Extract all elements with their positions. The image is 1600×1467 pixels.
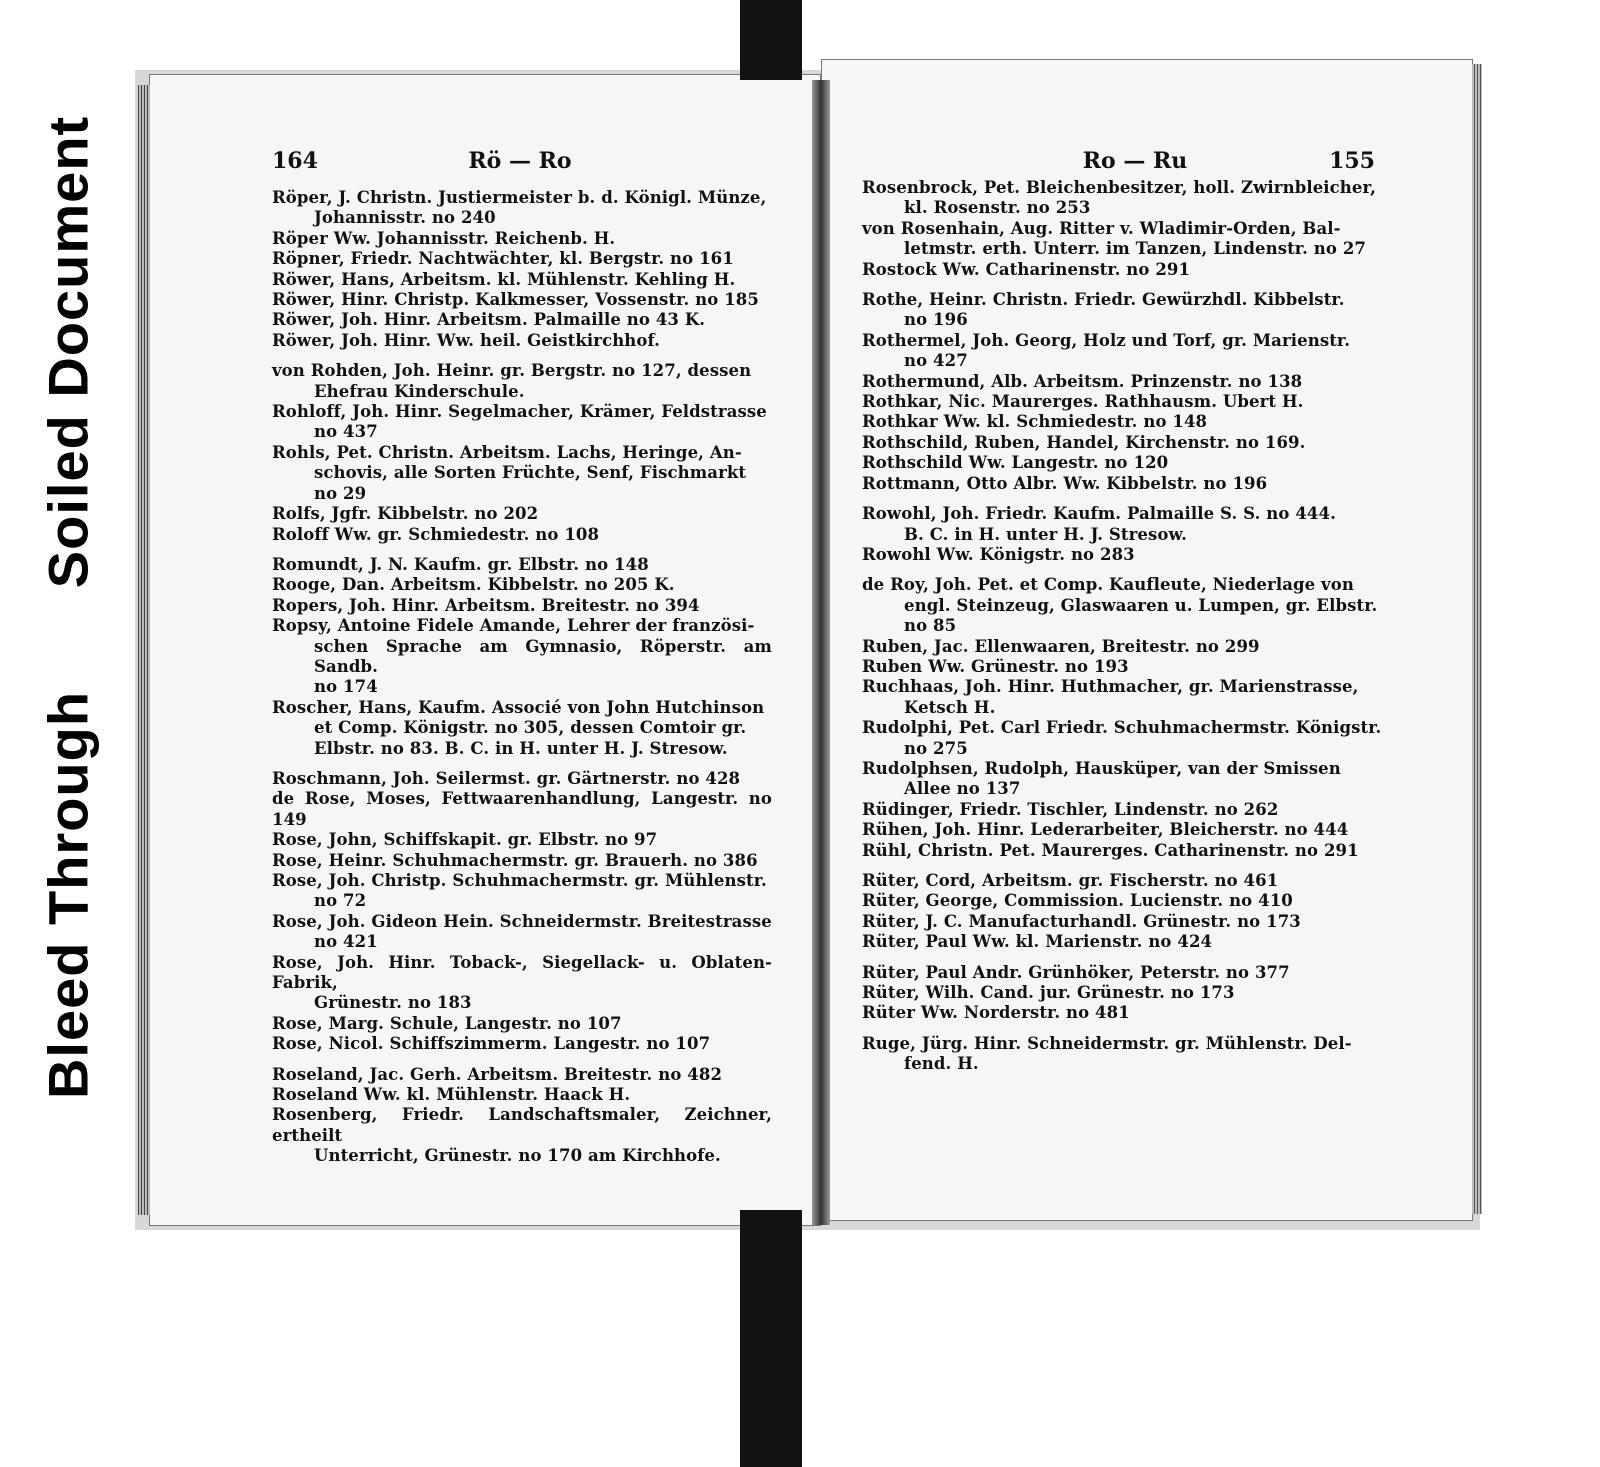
entry-line: von Rohden, Joh. Heinr. gr. Bergstr. no 127, dessen [272, 361, 752, 381]
entry-continuation: no 72 [314, 891, 367, 911]
entry-line: Rose, Heinr. Schuhmachermstr. gr. Brauerh. no 386 [272, 850, 758, 870]
directory-entry [272, 331, 772, 351]
directory-entry [862, 575, 1382, 636]
directory-entry [272, 851, 772, 871]
entry-line: Rüter, Wilh. Cand. jur. Grünestr. no 173 [862, 983, 1235, 1003]
entry-line: Ruben Ww. Grünestr. no 193 [862, 656, 1129, 676]
entry-line: Rothermund, Alb. Arbeitsm. Prinzenstr. no 138 [862, 371, 1303, 391]
entry-line: Rüter, Cord, Arbeitsm. gr. Fischerstr. no 461 [862, 871, 1279, 890]
directory-entry [272, 525, 772, 545]
entry-continuation: no 427 [904, 351, 968, 371]
directory-entry [272, 769, 772, 789]
book-gutter [812, 80, 830, 1225]
entry-line: Rosenbrock, Pet. Bleichenbesitzer, holl. Zwirnbleicher, [862, 178, 1376, 197]
soiled-document-text: Soiled Document [36, 115, 100, 589]
left-page-number: 164 [272, 148, 318, 174]
directory-entry [272, 1014, 772, 1034]
entry-line: Rooge, Dan. Arbeitsm. Kibbelstr. no 205 K. [272, 575, 675, 595]
entry-continuation: B. C. in H. unter H. J. Stresow. [904, 524, 1188, 544]
directory-entry [862, 545, 1382, 565]
directory-entry [862, 372, 1382, 392]
entry-line: Rothkar, Nic. Maurerges. Rathhausm. Ubert H. [862, 392, 1304, 412]
entry-line: Rudolphsen, Rudolph, Hausküper, van der Smissen [862, 758, 1341, 778]
directory-entry [272, 871, 772, 912]
directory-entry [862, 392, 1382, 412]
entry-line: Rose, Joh. Christp. Schuhmachermstr. gr. Mühlenstr. [272, 871, 767, 890]
left-running-head: Rö — Ro [468, 148, 572, 174]
right-page-entries [862, 178, 1382, 1075]
directory-entry [272, 310, 772, 330]
entry-line: Romundt, J. N. Kaufm. gr. Elbstr. no 148 [272, 554, 649, 574]
right-page-number: 155 [1329, 148, 1375, 174]
directory-entry [272, 1065, 772, 1085]
entry-line: Roloff Ww. gr. Schmiedestr. no 108 [272, 524, 600, 544]
directory-entry [272, 1034, 772, 1054]
entry-line: Röper, J. Christn. Justiermeister b. d. Königl. Münze, [272, 188, 767, 207]
entry-line: Rothermel, Joh. Georg, Holz und Torf, gr. Marienstr. [862, 330, 1351, 350]
directory-entry [862, 260, 1382, 280]
entry-line: Rüter, Paul Andr. Grünhöker, Peterstr. no 377 [862, 962, 1290, 982]
directory-entry [862, 841, 1382, 861]
directory-entry [862, 963, 1382, 983]
directory-entry [862, 290, 1382, 331]
entry-line: Rosenberg, Friedr. Landschaftsmaler, Zeichner, ertheilt [272, 1105, 772, 1145]
entry-continuation: schen Sprache am Gymnasio, Röperstr. am Sandb. [314, 636, 772, 676]
entry-line: Rothschild Ww. Langestr. no 120 [862, 453, 1169, 473]
directory-entry [862, 820, 1382, 840]
entry-line: Röwer, Joh. Hinr. Arbeitsm. Palmaille no 43 K. [272, 310, 706, 330]
entry-continuation: no 85 [904, 616, 957, 636]
entry-line: Rühl, Christn. Pet. Maurerges. Catharinenstr. no 291 [862, 840, 1359, 860]
entry-continuation: no 29 [314, 483, 367, 503]
directory-entry [272, 443, 772, 504]
entry-continuation: no 421 [314, 932, 378, 952]
directory-entry [272, 229, 772, 249]
entry-continuation: no 196 [904, 310, 968, 330]
bleed-through-label [18, 660, 118, 1130]
entry-line: Rose, Marg. Schule, Langestr. no 107 [272, 1013, 622, 1033]
directory-entry [862, 412, 1382, 432]
entry-continuation: Grünestr. no 183 [314, 993, 472, 1013]
directory-entry [272, 188, 772, 229]
entry-line: Röwer, Hinr. Christp. Kalkmesser, Vossenstr. no 185 [272, 290, 759, 310]
right-running-head: Ro — Ru [1082, 148, 1188, 174]
entry-line: Rühen, Joh. Hinr. Lederarbeiter, Bleicherstr. no 444 [862, 820, 1349, 840]
entry-line: Röpner, Friedr. Nachtwächter, kl. Bergstr. no 161 [272, 249, 734, 269]
binding-strap-top [740, 0, 802, 80]
entry-line: Rothkar Ww. kl. Schmiedestr. no 148 [862, 412, 1208, 432]
entry-line: Rottmann, Otto Albr. Ww. Kibbelstr. no 196 [862, 473, 1268, 493]
entry-continuation: kl. Rosenstr. no 253 [904, 198, 1091, 218]
directory-entry [862, 718, 1382, 759]
left-page-entries [272, 188, 772, 1167]
entry-continuation: et Comp. Königstr. no 305, dessen Comtoir gr. [314, 718, 747, 738]
bleed-through-text: Bleed Through [36, 690, 100, 1100]
entry-continuation: Unterricht, Grünestr. no 170 am Kirchhofe. [314, 1146, 721, 1166]
directory-entry [272, 555, 772, 575]
directory-entry [272, 953, 772, 1014]
directory-entry [272, 616, 772, 698]
entry-continuation: fend. H. [904, 1054, 979, 1074]
entry-line: Rüter, J. C. Manufacturhandl. Grünestr. no 173 [862, 911, 1301, 931]
directory-entry [862, 1034, 1382, 1075]
directory-entry [272, 1105, 772, 1166]
entry-continuation: Allee no 137 [904, 779, 1021, 799]
entry-line: Rüter, George, Commission. Lucienstr. no 410 [862, 891, 1293, 911]
entry-line: Rowohl Ww. Königstr. no 283 [862, 544, 1135, 564]
entry-continuation: engl. Steinzeug, Glaswaaren u. Lumpen, gr. Elbstr. [904, 595, 1378, 615]
directory-entry [272, 249, 772, 269]
entry-continuation: letmstr. erth. Unterr. im Tanzen, Lindenstr. no 27 [904, 239, 1366, 259]
directory-entry [862, 912, 1382, 932]
directory-entry [862, 219, 1382, 260]
entry-line: Ropers, Joh. Hinr. Arbeitsm. Breitestr. no 394 [272, 595, 700, 615]
directory-entry [862, 800, 1382, 820]
entry-line: Rüter, Paul Ww. kl. Marienstr. no 424 [862, 932, 1213, 952]
binding-strap-bottom [740, 1210, 802, 1467]
directory-entry [862, 657, 1382, 677]
directory-entry [862, 504, 1382, 545]
directory-entry [272, 830, 772, 850]
directory-entry [862, 677, 1382, 718]
directory-entry [272, 1085, 772, 1105]
directory-entry [862, 474, 1382, 494]
entry-line: Roscher, Hans, Kaufm. Associé von John Hutchinson [272, 697, 765, 717]
entry-line: Röper Ww. Johannisstr. Reichenb. H. [272, 228, 616, 248]
directory-entry [272, 361, 772, 402]
entry-line: Roseland Ww. kl. Mühlenstr. Haack H. [272, 1085, 631, 1105]
entry-line: Rüdinger, Friedr. Tischler, Lindenstr. no 262 [862, 799, 1279, 819]
entry-line: Ropsy, Antoine Fidele Amande, Lehrer der französi- [272, 616, 755, 636]
entry-line: Rose, Joh. Gideon Hein. Schneidermstr. Breitestrasse [272, 911, 772, 931]
directory-entry [272, 596, 772, 616]
right-page-header [1035, 148, 1375, 178]
directory-entry [862, 433, 1382, 453]
entry-line: Rohloff, Joh. Hinr. Segelmacher, Krämer, Feldstrasse [272, 402, 767, 422]
directory-entry [862, 871, 1382, 891]
entry-line: Röwer, Joh. Hinr. Ww. heil. Geistkirchhof. [272, 330, 660, 350]
entry-line: Rose, Joh. Hinr. Toback-, Siegellack- u. Oblaten-Fabrik, [272, 952, 772, 993]
directory-entry [272, 575, 772, 595]
soiled-document-label [18, 92, 118, 612]
entry-line: de Roy, Joh. Pet. et Comp. Kaufleute, Niederlage von [862, 575, 1354, 595]
directory-entry [272, 698, 772, 759]
directory-entry [862, 983, 1382, 1003]
entry-line: Rolfs, Jgfr. Kibbelstr. no 202 [272, 504, 539, 524]
entry-continuation: schovis, alle Sorten Früchte, Senf, Fischmarkt [314, 463, 747, 483]
entry-continuation: Johannisstr. no 240 [314, 208, 496, 228]
entry-line: Ruge, Jürg. Hinr. Schneidermstr. gr. Mühlenstr. Del- [862, 1033, 1352, 1053]
directory-entry [862, 759, 1382, 800]
entry-continuation: no 437 [314, 422, 378, 442]
entry-line: de Rose, Moses, Fettwaarenhandlung, Langestr. no 149 [272, 789, 772, 829]
directory-entry [272, 290, 772, 310]
directory-entry [272, 504, 772, 524]
directory-entry [862, 932, 1382, 952]
directory-entry [862, 637, 1382, 657]
entry-line: Roschmann, Joh. Seilermst. gr. Gärtnerstr. no 428 [272, 768, 741, 788]
entry-line: Röwer, Hans, Arbeitsm. kl. Mühlenstr. Kehling H. [272, 269, 736, 289]
entry-line: Rohls, Pet. Christn. Arbeitsm. Lachs, Heringe, An- [272, 442, 742, 462]
directory-entry [862, 891, 1382, 911]
entry-continuation: no 174 [314, 677, 378, 697]
entry-line: Rudolphi, Pet. Carl Friedr. Schuhmachermstr. Königstr. [862, 718, 1382, 738]
directory-entry [862, 178, 1382, 219]
entry-continuation: no 275 [904, 738, 968, 758]
entry-line: Rothschild, Ruben, Handel, Kirchenstr. no 169. [862, 432, 1306, 452]
directory-entry [862, 331, 1382, 372]
directory-entry [272, 270, 772, 290]
entry-line: Rose, Nicol. Schiffszimmerm. Langestr. no 107 [272, 1034, 711, 1054]
entry-line: Rostock Ww. Catharinenstr. no 291 [862, 259, 1191, 279]
directory-entry [862, 453, 1382, 473]
entry-line: von Rosenhain, Aug. Ritter v. Wladimir-Orden, Bal- [862, 218, 1341, 238]
entry-continuation: Elbstr. no 83. B. C. in H. unter H. J. Stresow. [314, 738, 728, 758]
entry-line: Ruchhaas, Joh. Hinr. Huthmacher, gr. Marienstrasse, [862, 677, 1359, 697]
entry-line: Roseland, Jac. Gerh. Arbeitsm. Breitestr. no 482 [272, 1064, 723, 1084]
entry-line: Rose, John, Schiffskapit. gr. Elbstr. no 97 [272, 830, 658, 850]
directory-entry [862, 1003, 1382, 1023]
directory-entry [272, 912, 772, 953]
entry-line: Rüter Ww. Norderstr. no 481 [862, 1003, 1130, 1023]
entry-line: Rowohl, Joh. Friedr. Kaufm. Palmaille S. S. no 444. [862, 504, 1336, 524]
entry-continuation: Ehefrau Kinderschule. [314, 381, 525, 401]
left-page-header [272, 148, 772, 178]
directory-entry [272, 402, 772, 443]
directory-entry [272, 789, 772, 830]
entry-line: Ruben, Jac. Ellenwaaren, Breitestr. no 299 [862, 636, 1260, 656]
entry-continuation: Ketsch H. [904, 697, 996, 717]
entry-line: Rothe, Heinr. Christn. Friedr. Gewürzhdl. Kibbelstr. [862, 290, 1345, 310]
